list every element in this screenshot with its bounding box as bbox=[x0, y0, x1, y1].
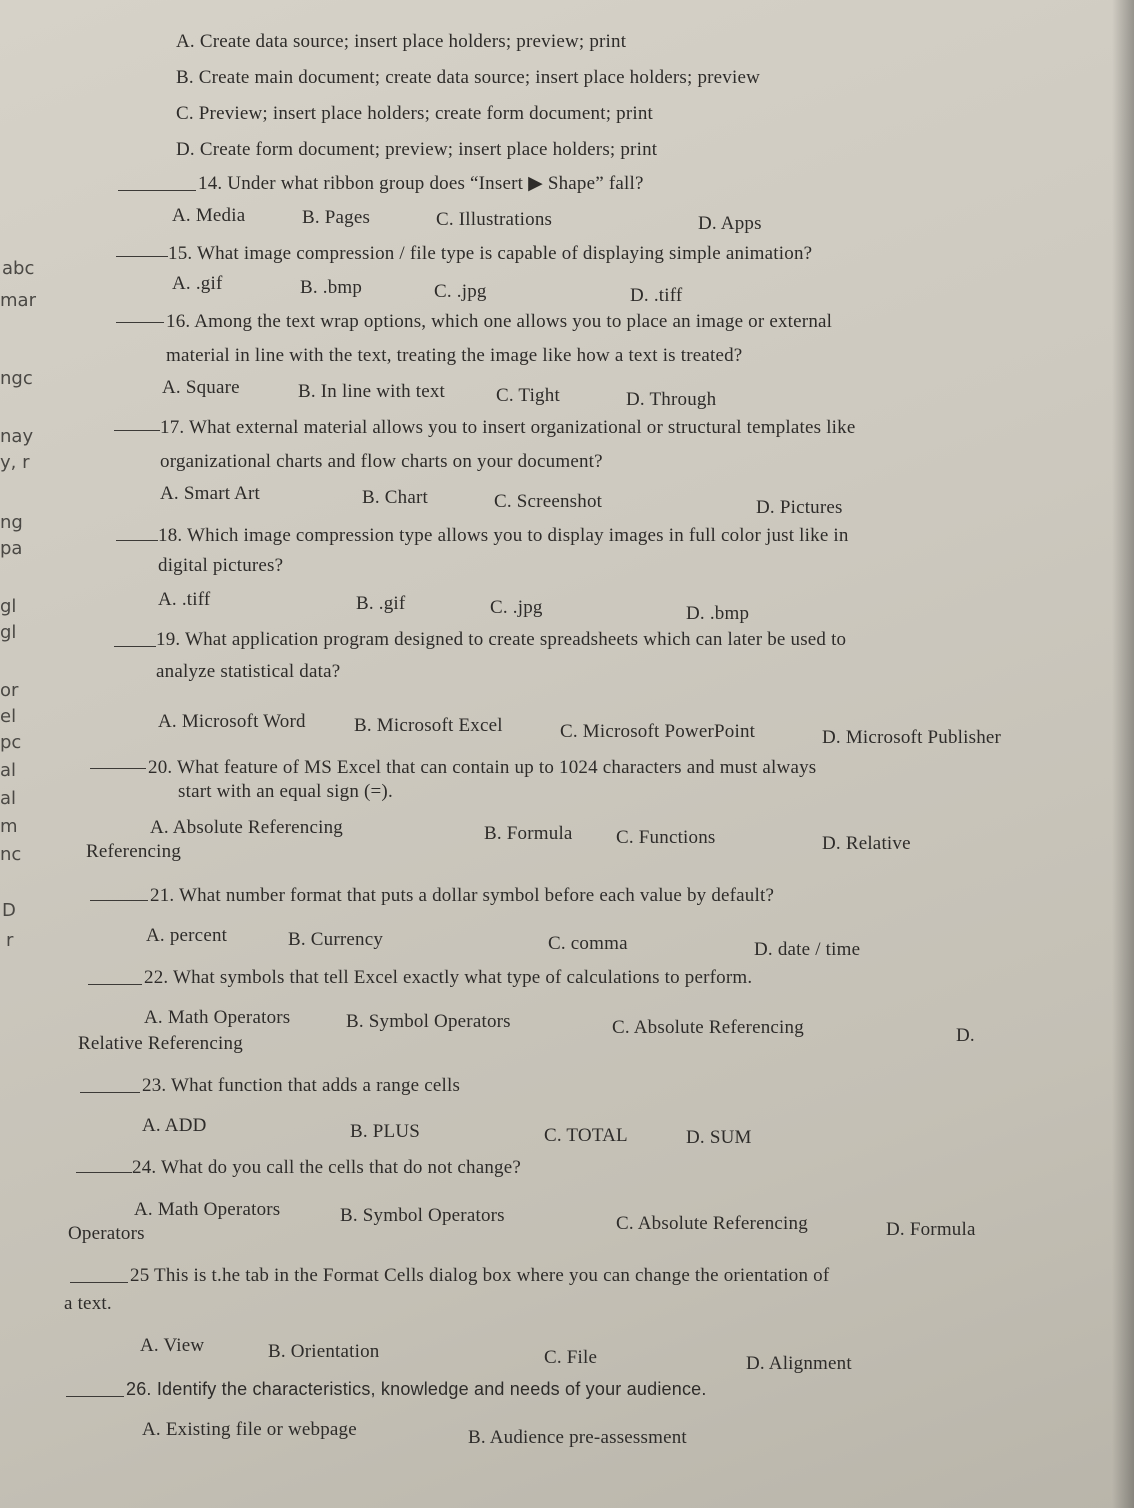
q22-question: 22. What symbols that tell Excel exactly what type of calculations to perform. bbox=[144, 967, 753, 988]
q14-option-c: C. Illustrations bbox=[436, 209, 553, 230]
margin-fragment: nay bbox=[0, 426, 34, 447]
q17-question-line1: 17. What external material allows you to insert organizational or structural templates like bbox=[160, 417, 856, 438]
q14-question: 14. Under what ribbon group does “Insert ▶ Shape” fall? bbox=[198, 173, 644, 194]
answer-blank bbox=[114, 430, 160, 431]
q24-option-b: B. Symbol Operators bbox=[340, 1205, 505, 1226]
q14-option-d: D. Apps bbox=[698, 213, 762, 234]
q24-option-d-continued: Operators bbox=[68, 1223, 145, 1244]
q20-question-line1: 20. What feature of MS Excel that can contain up to 1024 characters and must always bbox=[148, 757, 817, 778]
q13-option-d: D. Create form document; preview; insert place holders; print bbox=[176, 139, 658, 160]
q17-option-d: D. Pictures bbox=[756, 497, 843, 518]
q23-option-c: C. TOTAL bbox=[544, 1125, 628, 1146]
answer-blank bbox=[66, 1396, 124, 1397]
q18-option-c: C. .jpg bbox=[490, 597, 543, 618]
margin-fragment: or bbox=[0, 680, 19, 701]
q23-option-a: A. ADD bbox=[142, 1115, 207, 1136]
q22-option-d-continued: Relative Referencing bbox=[78, 1033, 243, 1054]
q15-option-c: C. .jpg bbox=[434, 281, 487, 302]
q26-question: 26. Identify the characteristics, knowledge and needs of your audience. bbox=[126, 1379, 707, 1399]
q22-option-d: D. bbox=[956, 1025, 975, 1046]
q20-option-b: B. Formula bbox=[484, 823, 573, 844]
margin-fragment: pa bbox=[0, 538, 23, 559]
q19-option-d: D. Microsoft Publisher bbox=[822, 727, 1002, 748]
margin-fragment: al bbox=[0, 760, 17, 781]
q25-option-d: D. Alignment bbox=[746, 1353, 852, 1374]
margin-fragment: gl bbox=[0, 622, 17, 643]
q26-option-b: B. Audience pre-assessment bbox=[468, 1427, 687, 1448]
margin-fragment: ng bbox=[0, 512, 23, 533]
q18-option-a: A. .tiff bbox=[158, 589, 211, 610]
q14-option-b: B. Pages bbox=[302, 207, 371, 228]
margin-fragment: mar bbox=[0, 290, 36, 311]
q16-question-line2: material in line with the text, treating the image like how a text is treated? bbox=[166, 345, 743, 366]
q13-option-b: B. Create main document; create data source; insert place holders; preview bbox=[176, 67, 761, 88]
q25-option-a: A. View bbox=[140, 1335, 205, 1356]
q16-option-d: D. Through bbox=[626, 389, 717, 410]
q23-question: 23. What function that adds a range cells bbox=[142, 1075, 461, 1096]
q22-option-b: B. Symbol Operators bbox=[346, 1011, 511, 1032]
q19-question-line2: analyze statistical data? bbox=[156, 661, 341, 682]
q17-option-a: A. Smart Art bbox=[160, 483, 261, 504]
answer-blank bbox=[90, 900, 148, 901]
answer-blank bbox=[90, 768, 146, 769]
q17-option-c: C. Screenshot bbox=[494, 491, 603, 512]
q16-option-a: A. Square bbox=[162, 377, 240, 398]
q18-option-b: B. .gif bbox=[356, 593, 406, 614]
q25-question-continued: a text. bbox=[64, 1293, 112, 1314]
q21-question: 21. What number format that puts a dollar symbol before each value by default? bbox=[150, 885, 775, 906]
q19-option-a: A. Microsoft Word bbox=[158, 711, 306, 732]
q18-question-line2: digital pictures? bbox=[158, 555, 284, 576]
q25-option-b: B. Orientation bbox=[268, 1341, 380, 1362]
q19-option-b: B. Microsoft Excel bbox=[354, 715, 503, 736]
answer-blank bbox=[118, 190, 196, 191]
q15-option-b: B. .bmp bbox=[300, 277, 363, 298]
q19-option-c: C. Microsoft PowerPoint bbox=[560, 721, 756, 742]
q19-question-line1: 19. What application program designed to create spreadsheets which can later be used to bbox=[156, 629, 847, 650]
q22-option-c: C. Absolute Referencing bbox=[612, 1017, 804, 1038]
q20-option-d-continued: Referencing bbox=[86, 841, 182, 862]
q26-option-a: A. Existing file or webpage bbox=[142, 1419, 357, 1440]
q17-option-b: B. Chart bbox=[362, 487, 428, 508]
answer-blank bbox=[116, 256, 168, 257]
q15-question: 15. What image compression / file type is capable of displaying simple animation? bbox=[168, 243, 813, 264]
q20-question-line2: start with an equal sign (=). bbox=[178, 781, 393, 802]
q18-question-line1: 18. Which image compression type allows you to display images in full color just like in bbox=[158, 525, 849, 546]
margin-fragment: ngc bbox=[0, 368, 33, 389]
q17-question-line2: organizational charts and flow charts on your document? bbox=[160, 451, 603, 472]
margin-fragment: pc bbox=[0, 732, 22, 753]
answer-blank bbox=[76, 1172, 132, 1173]
q21-option-c: C. comma bbox=[548, 933, 628, 954]
answer-blank bbox=[114, 646, 156, 647]
margin-fragment: el bbox=[0, 706, 17, 727]
q25-question: 25 This is t.he tab in the Format Cells dialog box where you can change the orientation of bbox=[130, 1265, 830, 1286]
q21-option-d: D. date / time bbox=[754, 939, 861, 960]
q14-option-a: A. Media bbox=[172, 205, 246, 226]
answer-blank bbox=[70, 1282, 128, 1283]
q24-option-c: C. Absolute Referencing bbox=[616, 1213, 808, 1234]
margin-fragment: nc bbox=[0, 844, 22, 865]
q23-option-b: B. PLUS bbox=[350, 1121, 421, 1142]
margin-fragment: al bbox=[0, 788, 17, 809]
q16-option-c: C. Tight bbox=[496, 385, 560, 406]
q16-question-line1: 16. Among the text wrap options, which one allows you to place an image or external bbox=[166, 311, 833, 332]
margin-fragment: gl bbox=[0, 596, 17, 617]
q20-option-d: D. Relative bbox=[822, 833, 911, 854]
margin-fragment: abc bbox=[2, 258, 35, 279]
q20-option-a: A. Absolute Referencing bbox=[150, 817, 343, 838]
q23-option-d: D. SUM bbox=[686, 1127, 752, 1148]
q15-option-a: A. .gif bbox=[172, 273, 223, 294]
answer-blank bbox=[116, 540, 158, 541]
margin-fragment: D bbox=[2, 900, 16, 921]
q25-option-c: C. File bbox=[544, 1347, 598, 1368]
q20-option-c: C. Functions bbox=[616, 827, 716, 848]
q16-option-b: B. In line with text bbox=[298, 381, 446, 402]
q22-option-a: A. Math Operators bbox=[144, 1007, 291, 1028]
q24-option-d: D. Formula bbox=[886, 1219, 976, 1240]
q21-option-b: B. Currency bbox=[288, 929, 384, 950]
q13-option-a: A. Create data source; insert place holders; preview; print bbox=[176, 31, 627, 52]
answer-blank bbox=[116, 322, 164, 323]
q13-option-c: C. Preview; insert place holders; create form document; print bbox=[176, 103, 654, 124]
q24-option-a: A. Math Operators bbox=[134, 1199, 281, 1220]
q18-option-d: D. .bmp bbox=[686, 603, 750, 624]
q24-question: 24. What do you call the cells that do not change? bbox=[132, 1157, 522, 1178]
answer-blank bbox=[88, 984, 142, 985]
q15-option-d: D. .tiff bbox=[630, 285, 683, 306]
page-edge-shadow bbox=[1112, 0, 1134, 1508]
margin-fragment: y, r bbox=[0, 452, 30, 473]
answer-blank bbox=[80, 1092, 140, 1093]
margin-fragment: m bbox=[0, 816, 18, 837]
q21-option-a: A. percent bbox=[146, 925, 228, 946]
margin-fragment: r bbox=[6, 930, 14, 951]
